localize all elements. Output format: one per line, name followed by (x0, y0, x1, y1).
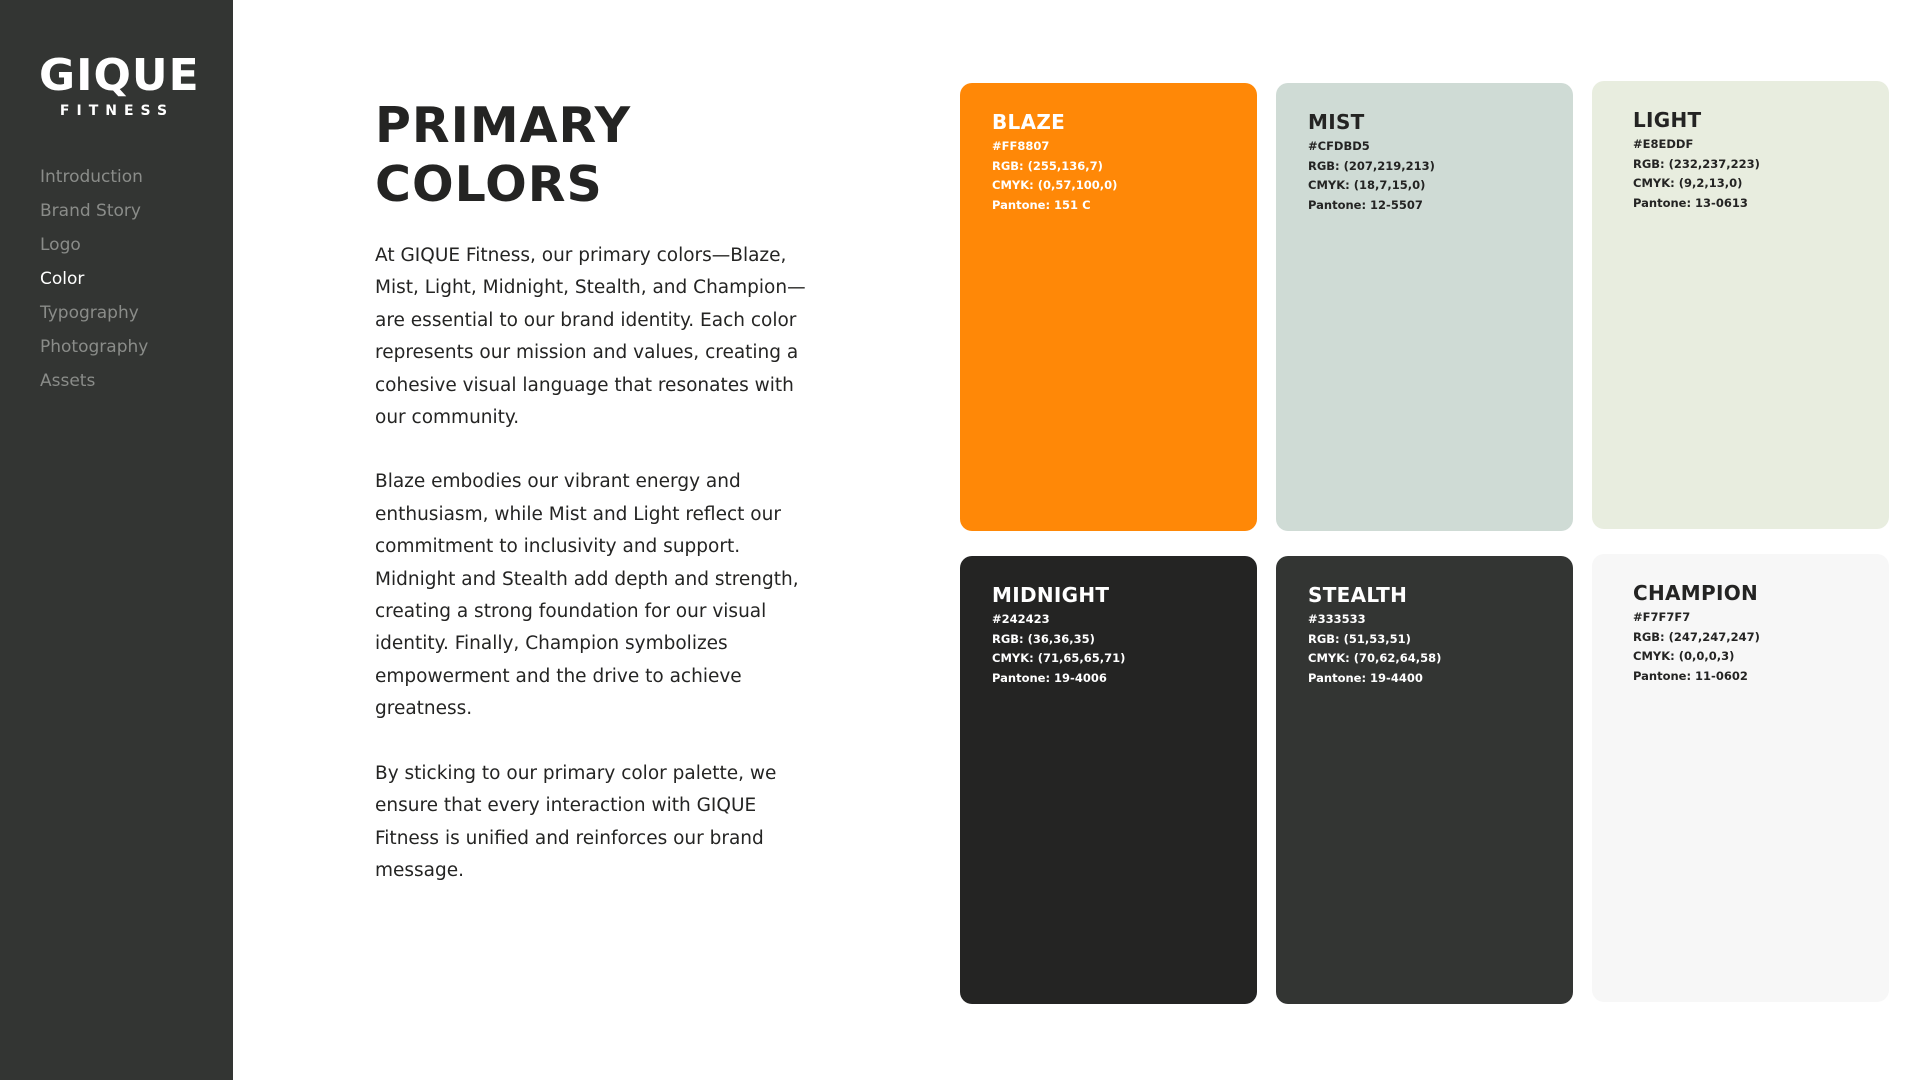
swatch-name: MIST (1308, 110, 1365, 134)
page-title-line-1: PRIMARY (375, 97, 632, 154)
swatch-cmyk: CMYK: (71,65,65,71) (992, 651, 1126, 665)
sidebar-nav (40, 163, 148, 401)
swatch-hex: #242423 (992, 612, 1050, 626)
page-body (375, 240, 825, 919)
nav-item-brand-story[interactable]: Brand Story (40, 201, 141, 221)
swatch-cmyk: CMYK: (0,0,0,3) (1633, 649, 1735, 663)
swatch-hex: #CFDBD5 (1308, 139, 1370, 153)
swatch-name: BLAZE (992, 110, 1066, 134)
page-title (375, 96, 631, 214)
swatch-champion[interactable] (1592, 554, 1889, 1002)
swatch-pantone: Pantone: 151 C (992, 197, 1091, 212)
swatch-cmyk: CMYK: (0,57,100,0) (992, 178, 1118, 192)
swatch-pantone: Pantone: 19-4400 (1308, 670, 1423, 685)
swatch-hex: #E8EDDF (1633, 137, 1694, 151)
swatch-hex: #F7F7F7 (1633, 610, 1691, 624)
swatch-rgb: RGB: (36,36,35) (992, 631, 1095, 646)
swatch-rgb: RGB: (51,53,51) (1308, 631, 1411, 646)
nav-item-typography[interactable]: Typography (40, 303, 139, 323)
nav-item-assets[interactable]: Assets (40, 371, 96, 391)
swatch-rgb: RGB: (247,247,247) (1633, 629, 1760, 644)
swatch-name: LIGHT (1633, 108, 1702, 132)
swatch-cmyk: CMYK: (70,62,64,58) (1308, 651, 1442, 665)
swatch-name: STEALTH (1308, 583, 1408, 607)
nav-item-introduction[interactable]: Introduction (40, 167, 143, 187)
sidebar (0, 0, 233, 1080)
nav-item-logo[interactable]: Logo (40, 235, 81, 255)
swatch-name: MIDNIGHT (992, 583, 1110, 607)
brand-name: GIQUE (39, 50, 200, 101)
swatch-cmyk: CMYK: (18,7,15,0) (1308, 178, 1426, 192)
swatch-pantone: Pantone: 11-0602 (1633, 668, 1748, 683)
swatch-name: CHAMPION (1633, 581, 1759, 605)
swatch-hex: #FF8807 (992, 139, 1050, 153)
swatch-pantone: Pantone: 12-5507 (1308, 197, 1423, 212)
swatch-rgb: RGB: (232,237,223) (1633, 156, 1760, 171)
nav-item-photography[interactable]: Photography (40, 337, 149, 357)
swatch-pantone: Pantone: 19-4006 (992, 670, 1107, 685)
swatch-light[interactable] (1592, 81, 1889, 529)
swatch-stealth[interactable] (1276, 556, 1573, 1004)
swatch-hex: #333533 (1308, 612, 1366, 626)
page-title-line-2: COLORS (375, 156, 603, 213)
swatch-rgb: RGB: (255,136,7) (992, 158, 1103, 173)
brand-tagline: FITNESS (59, 103, 175, 119)
paragraph-consistency: By sticking to our primary color palette, we ensure that every interaction with GIQUE Fitness is unified and reinforces our brand message. (375, 762, 777, 881)
swatch-midnight[interactable] (960, 556, 1257, 1004)
paragraph-meaning: Blaze embodies our vibrant energy and enthusiasm, while Mist and Light reflect our commitment to inclusivity and support. Midnight and Stealth add depth and strength, creating a strong foundation for our visual identity. Finally, Champion symbolizes empowerment and the drive to achieve greatness. (375, 471, 799, 720)
paragraph-intro: At GIQUE Fitness, our primary colors—Blaze, Mist, Light, Midnight, Stealth, and Champion—are essential to our brand identity. Each color represents our mission and values, creating a cohesive visual language that resonates with our community. (375, 245, 806, 429)
swatch-cmyk: CMYK: (9,2,13,0) (1633, 176, 1743, 190)
brand-logo[interactable] (39, 50, 200, 119)
swatch-pantone: Pantone: 13-0613 (1633, 195, 1748, 210)
swatch-blaze[interactable] (960, 83, 1257, 531)
nav-item-color[interactable]: Color (40, 269, 85, 289)
swatch-mist[interactable] (1276, 83, 1573, 531)
swatch-rgb: RGB: (207,219,213) (1308, 158, 1435, 173)
